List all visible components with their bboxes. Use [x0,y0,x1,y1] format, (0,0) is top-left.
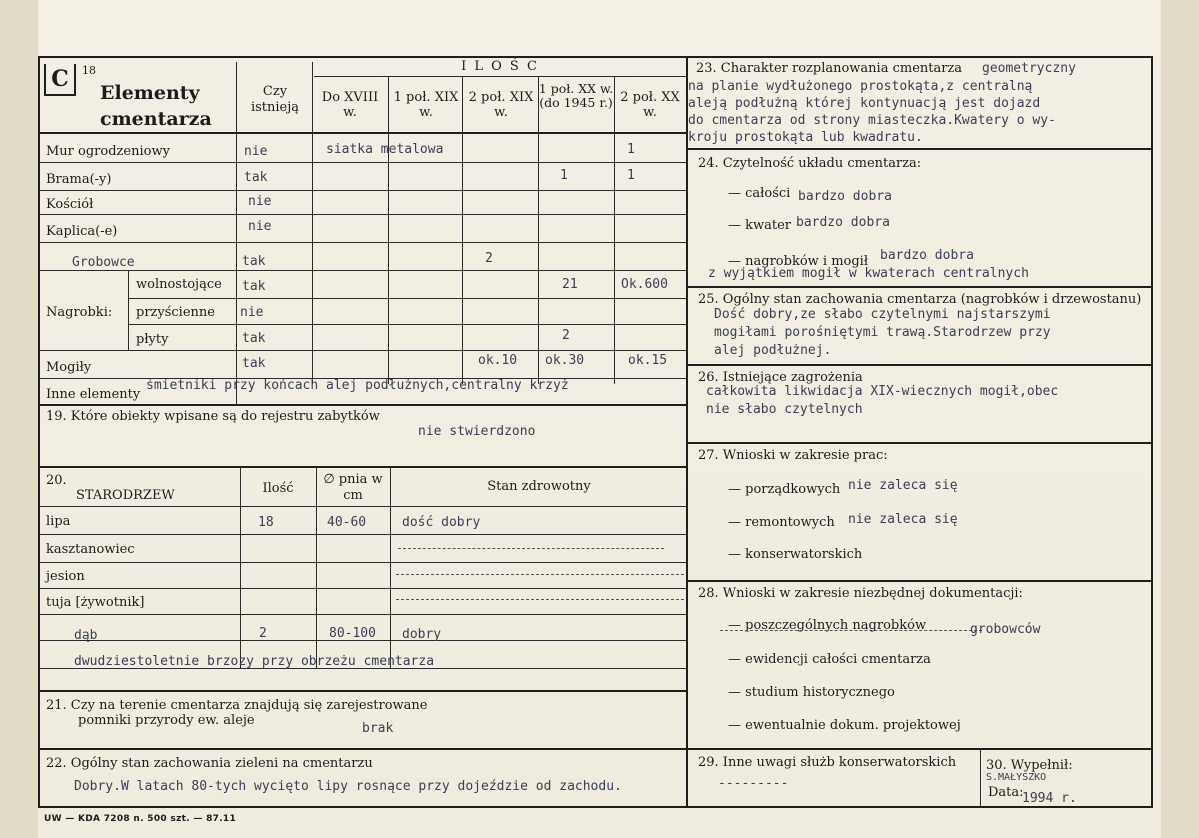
section-title-2: cmentarza [100,108,212,130]
form-footer: UW — KDA 7208 n. 500 szt. — 87.11 [44,814,237,824]
section-number: 18 [82,64,96,77]
q20-gridline [38,588,686,589]
header-col-xviii: Do XVIII w. [321,90,379,120]
header-divider [236,62,237,132]
q28-projektowej: — ewentualnie dokum. projektowej [728,718,961,733]
table-gridline [128,270,129,350]
q19-value: nie stwierdzono [418,424,536,439]
row-note-mur: siatka metalowa [326,142,444,157]
table-gridline [614,132,615,384]
q25-line2: mogiłami porośniętymi trawą.Starodrzew przy [714,325,1051,340]
row-exists-grobowce: tak [242,254,266,269]
table-gridline [38,350,686,351]
q21-value: brak [362,721,394,736]
empty-dash [396,599,684,600]
right-bottom-border [688,806,1153,808]
row-exists-mur: nie [244,144,268,159]
row-1pxx-mogily: ok.30 [545,353,585,368]
q20-ilosc: Ilość [262,481,294,496]
row-label-kosciol: Kościół [46,197,94,212]
q28-bottom-border [688,748,1153,750]
table-gridline [538,132,539,384]
q19-label: 19. Które obiekty wpisane są do rejestru zabytków [46,409,380,424]
q27-porzadkowych-value: nie zaleca się [848,478,958,493]
top-border-left [38,56,686,58]
header-divider [614,76,615,132]
q26-line2: nie słabo czytelnych [706,402,863,417]
table-gridline [388,132,389,384]
q30-data-label: Data: [988,785,1024,800]
row-label-nagrobki: Nagrobki: [46,305,113,320]
q29-value: --------- [718,776,789,791]
tree-qty: 2 [259,626,267,641]
q25-line1: Dość dobry,ze słabo czytelnymi najstarszymi [714,307,1051,322]
q27-bottom-border [688,580,1153,582]
tree-name: dąb [74,628,98,643]
q22-value: Dobry.W latach 80-tych wycięto lipy rosnące przy dojeździe od zachodu. [74,779,622,794]
row-label-brama: Brama(-y) [46,172,112,187]
row-exists-kaplica: nie [248,219,272,234]
row-2pxx-wolno: Ok.600 [621,277,668,292]
row-2pxix-mogily: ok.10 [478,353,518,368]
q21-bottom-border [38,748,686,750]
q24-kwater: — kwater [728,218,792,233]
row-2pxx-mur: 1 [627,142,635,157]
header-divider [388,76,389,132]
q29-q30-divider [980,748,981,808]
header-czy-istnieja: Czy istnieją [250,84,300,115]
top-border-right [688,56,1153,58]
tree-name: lipa [46,514,71,529]
table-gridline [128,324,686,325]
tree-name: tuja [żywotnik] [46,595,145,610]
q24-label: 24. Czytelność układu cmentarza: [698,156,922,171]
row-label-inne: Inne elementy [46,387,141,402]
left-bottom-border [38,806,686,808]
q27-label: 27. Wnioski w zakresie prac: [698,448,888,463]
row-2pxx-mogily: ok.15 [628,353,668,368]
empty-dash [396,574,684,575]
q23-label: 23. Charakter rozplanowania cmentarza [696,61,963,76]
tree-state: dość dobry [402,515,481,530]
tree-name: jesion [46,569,85,584]
q23-line3: aleją podłużną której kontynuacją jest dojazd [688,96,1041,111]
header-divider [312,62,313,132]
row-exists-plyty: tak [242,331,266,346]
q22-label: 22. Ogólny stan zachowania zieleni na cmentarzu [46,756,373,771]
left-card-edge [0,0,38,838]
q23-bottom-border [688,148,1153,150]
table-gridline [38,214,686,215]
tree-name: kasztanowiec [46,542,135,557]
q30-label: 30. Wypełnił: [986,758,1073,773]
q20-number: 20. [46,473,67,488]
q30-data-value: 1994 r. [1022,791,1077,806]
q28-nagrobkow-value: grobowców [970,622,1041,637]
tree-dia: 80-100 [329,626,376,641]
row-label-plyty: płyty [136,332,169,347]
q24-calosci-value: bardzo dobra [798,189,892,204]
row-value-inne: śmietniki przy końcach alej podłużnych,centralny krzyż [146,378,569,393]
left-border [38,56,40,808]
q24-bottom-border [688,286,1153,288]
q24-kwater-value: bardzo dobra [796,215,890,230]
q27-remontowych-value: nie zaleca się [848,512,958,527]
q24-calosci: — całości [728,186,791,201]
q20-gridline [38,534,686,535]
row-1pxx-plyty: 2 [562,328,570,343]
row-label-grobowce: Grobowce [72,255,135,270]
tree-dia: 40-60 [327,515,367,530]
q28-nagrobkow: — poszczególnych nagrobków [728,618,927,633]
table-gridline [236,132,237,404]
q21-line2: pomniki przyrody ew. aleje [78,713,255,728]
q20-gridline [38,614,686,615]
table-gridline [462,132,463,384]
q28-strike-dash [720,630,982,631]
q25-bottom-border [688,364,1153,366]
q26-line1: całkowita likwidacja XIX-wiecznych mogił,obec [706,384,1059,399]
row-label-mogily: Mogiły [46,360,92,375]
q20-bottom-border [38,690,686,692]
table-gridline [38,242,686,243]
q20-title: STARODRZEW [76,488,175,503]
row-2pxix-grobowce: 2 [485,251,493,266]
q29-label: 29. Inne uwagi służb konserwatorskich [698,755,957,770]
q19-bottom-border [38,466,686,468]
q20-pnia: ∅ pnia w cm [323,472,383,503]
row-exists-kosciol: nie [248,194,272,209]
row-exists-brama: tak [244,170,268,185]
q23-line1: geometryczny [982,61,1076,76]
q27-konserwatorskich: — konserwatorskich [728,547,863,562]
q20-gridline [390,466,391,668]
q21-line1: 21. Czy na terenie cmentarza znajdują się zarejestrowane [46,698,428,713]
header-ilosc: I L O Ś C [461,59,539,74]
row-1pxx-brama: 1 [560,168,568,183]
q27-porzadkowych: — porządkowych [728,482,841,497]
header-divider [314,76,686,77]
row-label-mur: Mur ogrodzeniowy [46,144,170,159]
table-gridline [128,298,686,299]
q26-label: 26. Istniejące zagrożenia [698,370,863,385]
table-gridline [38,404,686,406]
q20-gridline [38,506,686,507]
right-card-edge [1161,0,1199,838]
section-letter: C [44,64,76,96]
row-label-wolno: wolnostojące [136,277,222,292]
q23-line5: kroju prostokąta lub kwadratu. [688,130,923,145]
header-bottom-border [38,132,686,134]
q30-name: S.MAŁYSZKO [986,772,1047,783]
header-col-1p-xix: 1 poł. XIX w. [393,90,459,120]
table-gridline [38,270,686,271]
q20-stan: Stan zdrowotny [487,479,591,494]
row-exists-przys: nie [240,305,264,320]
q26-bottom-border [688,442,1153,444]
q20-gridline [38,562,686,563]
row-2pxx-brama: 1 [627,168,635,183]
tree-state: dobry [402,627,442,642]
q25-line3: alej podłużnej. [714,343,832,358]
row-1pxx-wolno: 21 [562,277,578,292]
header-col-1p-xx: 1 poł. XX w. (do 1945 r.) [538,81,614,110]
q20-gridline [240,466,241,668]
header-divider [462,76,463,132]
q24-nagrobkow-value: bardzo dobra [880,248,974,263]
q28-studium: — studium historycznego [728,685,895,700]
q28-ewidencji: — ewidencji całości cmentarza [728,652,931,667]
header-col-2p-xix: 2 poł. XIX w. [468,90,534,120]
table-gridline [38,190,686,191]
right-border [1151,56,1153,808]
table-gridline [38,162,686,163]
q20-note: dwudziestoletnie brzozy przy obrzeżu cmentarza [74,654,435,669]
row-label-kaplica: Kaplica(-e) [46,224,118,239]
q28-label: 28. Wnioski w zakresie niezbędnej dokumentacji: [698,586,1023,601]
q25-label: 25. Ogólny stan zachowania cmentarza (nagrobków i drzewostanu) [698,292,1142,307]
q27-remontowych: — remontowych [728,515,835,530]
q23-line4: do cmentarza od strony miasteczka.Kwatery o wy- [688,113,1056,128]
row-exists-wolno: tak [242,279,266,294]
tree-qty: 18 [258,515,274,530]
header-col-2p-xx: 2 poł. XX w. [620,90,680,120]
q24-extra: z wyjątkiem mogił w kwaterach centralnych [708,266,1029,281]
row-label-przys: przyścienne [136,305,215,320]
q24-nagrobkow: — nagrobków i mogił [728,254,869,269]
table-gridline [312,132,313,384]
section-title-1: Elementy [100,82,200,104]
row-exists-mogily: tak [242,356,266,371]
q23-line2: na planie wydłużonego prostokąta,z centralną [688,79,1033,94]
center-divider [686,56,688,808]
empty-dash [398,548,664,549]
q20-gridline [316,466,317,668]
